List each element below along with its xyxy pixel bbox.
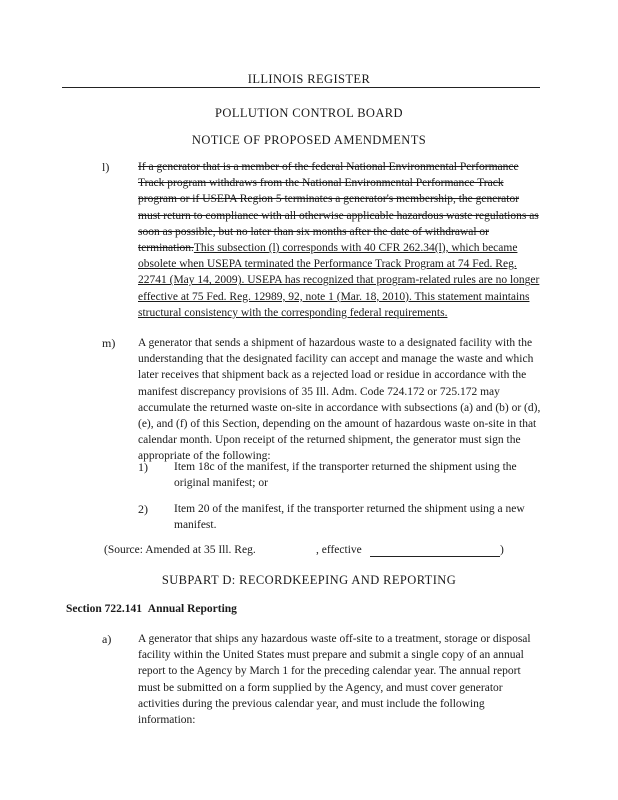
source-prefix: (Source: Amended at 35 Ill. Reg. [104, 544, 256, 556]
section-title: Annual Reporting [147, 603, 237, 615]
header-rule [62, 87, 540, 88]
notice-title: NOTICE OF PROPOSED AMENDMENTS [191, 133, 427, 147]
source-effective: , effective [316, 544, 362, 556]
source-suffix: ) [500, 544, 504, 556]
item-m-label: m) [102, 336, 116, 350]
subitem-1-label: 1) [138, 460, 148, 474]
subitem-1-text: Item 18c of the manifest, if the transporter returned the shipment using the original manifest; or [174, 461, 517, 490]
item-m-paragraph: A generator that sends a shipment of hazardous waste to a designated facility with the understanding that the designated facility can accept and manage the waste and which later receives that shipment back as a rejected load or residue in accordance with the manifest discrepancy provisions of 35 Ill. Adm. Code 724.172 or 725.172 may accumulate the returned waste on-site in accordance with subsections (a) and (b) or (d), (e), and (f) of this Section, depending on the amount of hazardous waste on-site in that calendar month. Upon receipt of the returned shipment, the generator must sign the appropriate of the following: [138, 337, 541, 463]
subpart-heading: SUBPART D: RECORDKEEPING AND REPORTING [161, 573, 457, 587]
section-heading [66, 603, 237, 615]
subitem-2-text: Item 20 of the manifest, if the transporter returned the shipment using a new manifest. [174, 503, 525, 532]
section-number: Section 722.141 [66, 603, 143, 615]
item-l-paragraph [138, 159, 542, 321]
inserted-text: This subsection (l) corresponds with 40 CFR 262.34(l), which became obsolete when USEPA terminated the Performance Track Program at 74 Fed. Reg. 22741 (May 14, 2009). USEPA has recognized that program-related rules are no longer effective at 75 Fed. Reg. 12989, 92, note 1 (Mar. 18, 2010). This statement maintains structural consistency with the corresponding federal requirements. [138, 242, 540, 319]
item-a-label: a) [102, 632, 112, 646]
subitem-2-label: 2) [138, 502, 148, 516]
board-title: POLLUTION CONTROL BOARD [215, 106, 403, 120]
item-l-label: l) [102, 160, 110, 174]
register-title: ILLINOIS REGISTER [247, 72, 371, 86]
item-a-paragraph: A generator that ships any hazardous waste off-site to a treatment, storage or disposal facility within the United States must prepare and submit a single copy of an annual report to the Agency by March 1 for the preceding calendar year. The annual report must be submitted on a form supplied by the Agency, and must cover generator activities during the previous calendar year, and must include the following information: [138, 633, 531, 727]
effective-date-blank [370, 556, 500, 557]
deleted-text: If a generator that is a member of the federal National Environmental Performance Track program withdraws from the National Environmental Performance Track program or if USEPA Region 5 terminates a generator's membership, the generator must return to compliance with all otherwise applicable hazardous waste regulations as soon as possible, but no later than six months after the date of withdrawal or termination. [138, 161, 539, 255]
